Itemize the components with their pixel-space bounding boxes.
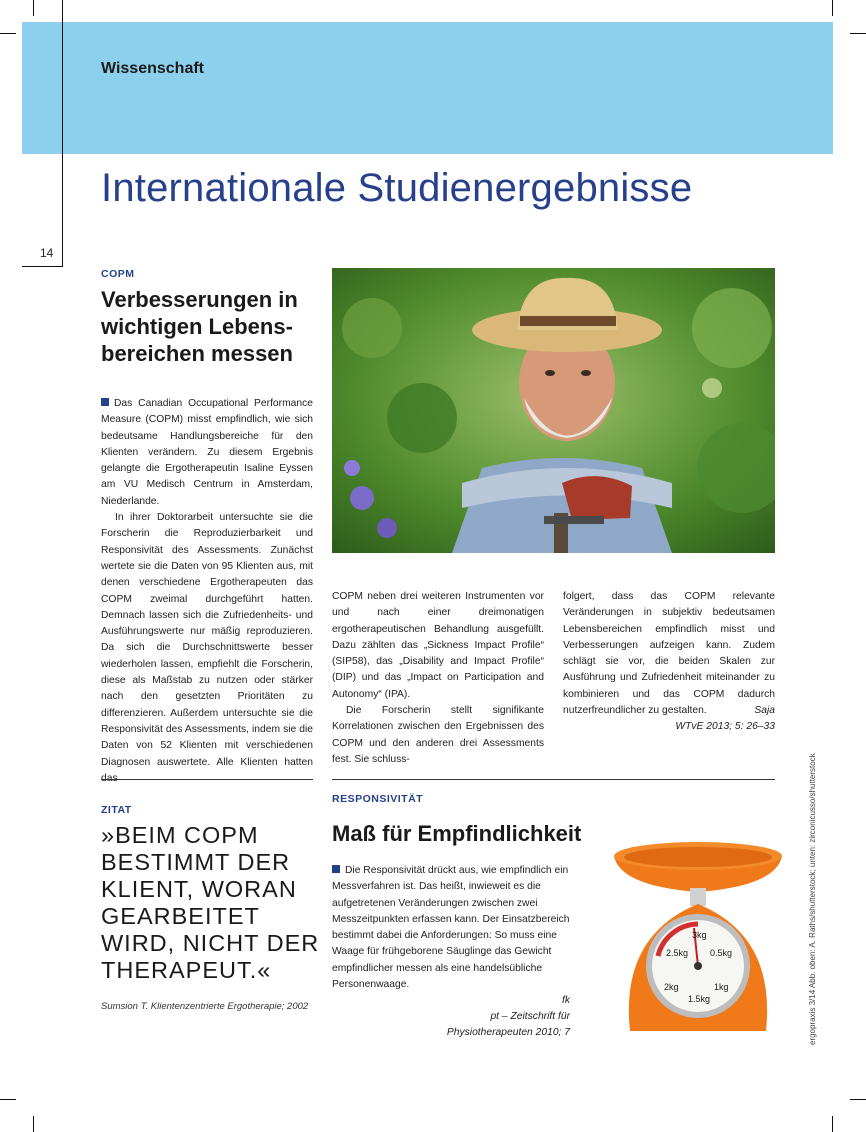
article1-paragraph: COPM neben drei weiteren Instrumenten vor und nach einer dreimonatigen ergotherapeutischen Behandlung ausgefüllt. Dazu zählten das „Sickness Impact Profile“ (SIP58), das „Disability and Impact Profile“ (DIP) und das „Impact on Participation and Autonomy“ (IPA). [332,591,544,700]
article2-headline: Maß für Empfindlichkeit [332,821,582,846]
headline-line: Verbesserungen in [101,287,298,312]
headline-line: wichtigen Lebens- [101,314,293,339]
source-line: pt – Zeitschrift für [490,1011,570,1022]
article1-col2 [332,589,544,768]
kitchen-scale-image [606,826,788,1041]
quote-line: THERAPEUT.« [101,957,272,983]
quote-line: »BEIM COPM [101,822,259,848]
article2-source [332,1009,570,1041]
crop-mark [33,0,34,16]
article1-col1 [101,396,313,787]
margin-rule [62,0,63,266]
quote-line: WIRD, NICHT DER [101,930,320,956]
crop-mark [33,1116,34,1132]
article1-col3 [563,589,775,735]
scale-label: 1.5kg [688,994,711,1004]
crop-mark [0,1099,16,1100]
headline-line: bereichen messen [101,341,293,366]
crop-mark [0,33,16,34]
header-band [22,22,833,154]
article1-headline [101,286,321,367]
quote-kicker: ZITAT [101,804,132,816]
scale-label: 2kg [664,982,679,992]
article2-paragraph: Die Responsivität drückt aus, wie empfindlich ein Messverfahren ist. Das heißt, inwieweit es die aufgetretenen Veränderungen zwischen zwei Messzeitpunkten erfassen kann. Der Einsatzbereich bestimmt dabei die Anforderungen: So muss eine Waage für frühgeborene Säuglinge das Gewicht empfindlicher messen als eine handelsübliche Personenwaage. [332,865,570,991]
article1-paragraph: Die Forscherin stellt signifikante Korrelationen zwischen den Ergebnissen des COPM und den anderen drei Assessments fest. Sie schluss- [332,705,544,765]
gardener-photo [332,268,775,553]
article1-paragraph: In ihrer Doktorarbeit untersuchte sie die Forscherin die Reproduzierbarkeit und Responsivität des Assessments. Zunächst wertete sie die Daten von 95 Klienten aus, mit denen verschiedene Ergotherapeuten das COPM zweimal durchgeführt hatten. Demnach lassen sich die Zufriedenheits- und Ausführungswerte nur mäßig reproduzieren. Da sich die Durchschnittswerte besser wiederholen lassen, empfiehlt die Forscherin, diese als Maßstab zu nutzen oder stärker nach den gesetzten Prioritäten zu differenzieren. Außerdem untersuchte sie die Responsivität des Assessments, indem sie die Daten von 52 Klienten mit verschiedenen Diagnosen auswertete. Alle Klienten hatten [101,512,313,768]
article1-source: WTvE 2013; 5: 26–33 [675,721,775,733]
article2-kicker: RESPONSIVITÄT [332,793,424,805]
scale-label: 2.5kg [666,948,689,958]
article1-paragraph: Das Canadian Occupational Performance Measure (COPM) misst empfindlich, wie sich bedeutsame Handlungsbereiche für den Klienten verändern. Zu diesem Ergebnis gelangte die Ergotherapeutin Isaline Eyssen am VU Medisch Centrum in Amsterdam, Niederlande. [101,398,313,507]
crop-mark [832,1116,833,1132]
scale-label: 0.5kg [710,948,733,958]
divider [332,779,775,780]
crop-mark [832,0,833,16]
quote-line: GEARBEITET [101,903,260,929]
article1-kicker: COPM [101,268,135,280]
article1-photo [332,268,775,553]
article1-author: Saja [754,705,775,717]
quote-source: Sumsion T. Klientenzentrierte Ergotherapie; 2002 [101,1001,309,1012]
section-label: Wissenschaft [101,60,204,77]
scale-label: 1kg [714,982,729,992]
quote-line: BESTIMMT DER [101,849,291,875]
bullet-square-icon [101,398,109,406]
photo-credit: ergopraxis 3/14 Abb. oben: A. Raths/shutterstock; unten: zirconicusso/shutterstock [808,753,817,1045]
scale-illustration [606,826,788,1041]
source-line: Physiotherapeuten 2010; 7 [446,1027,570,1038]
page-number: 14 [40,246,54,260]
crop-mark [850,1099,866,1100]
divider [101,779,313,780]
page-title: Internationale Studienergebnisse [101,166,693,210]
bullet-square-icon [332,865,340,873]
crop-mark [850,33,866,34]
pull-quote [101,822,321,984]
article1-paragraph: folgert, dass das COPM relevante Veränderungen in subjektiv bedeutsamen Lebensbereichen empfindlich misst und Verbesserungen aufzeigen kann. Zudem schlägt sie vor, die beiden Skalen zur Ausführung und Zufriedenheit miteinander zu kombinieren und das COPM dadurch nutzerfreundlicher zu gestalten. [563,591,775,717]
quote-line: KLIENT, WORAN [101,876,297,902]
page-number-rule [22,266,63,267]
scale-label: 3kg [692,930,707,940]
article2-body [332,863,572,993]
article2-author: fk [561,995,570,1006]
